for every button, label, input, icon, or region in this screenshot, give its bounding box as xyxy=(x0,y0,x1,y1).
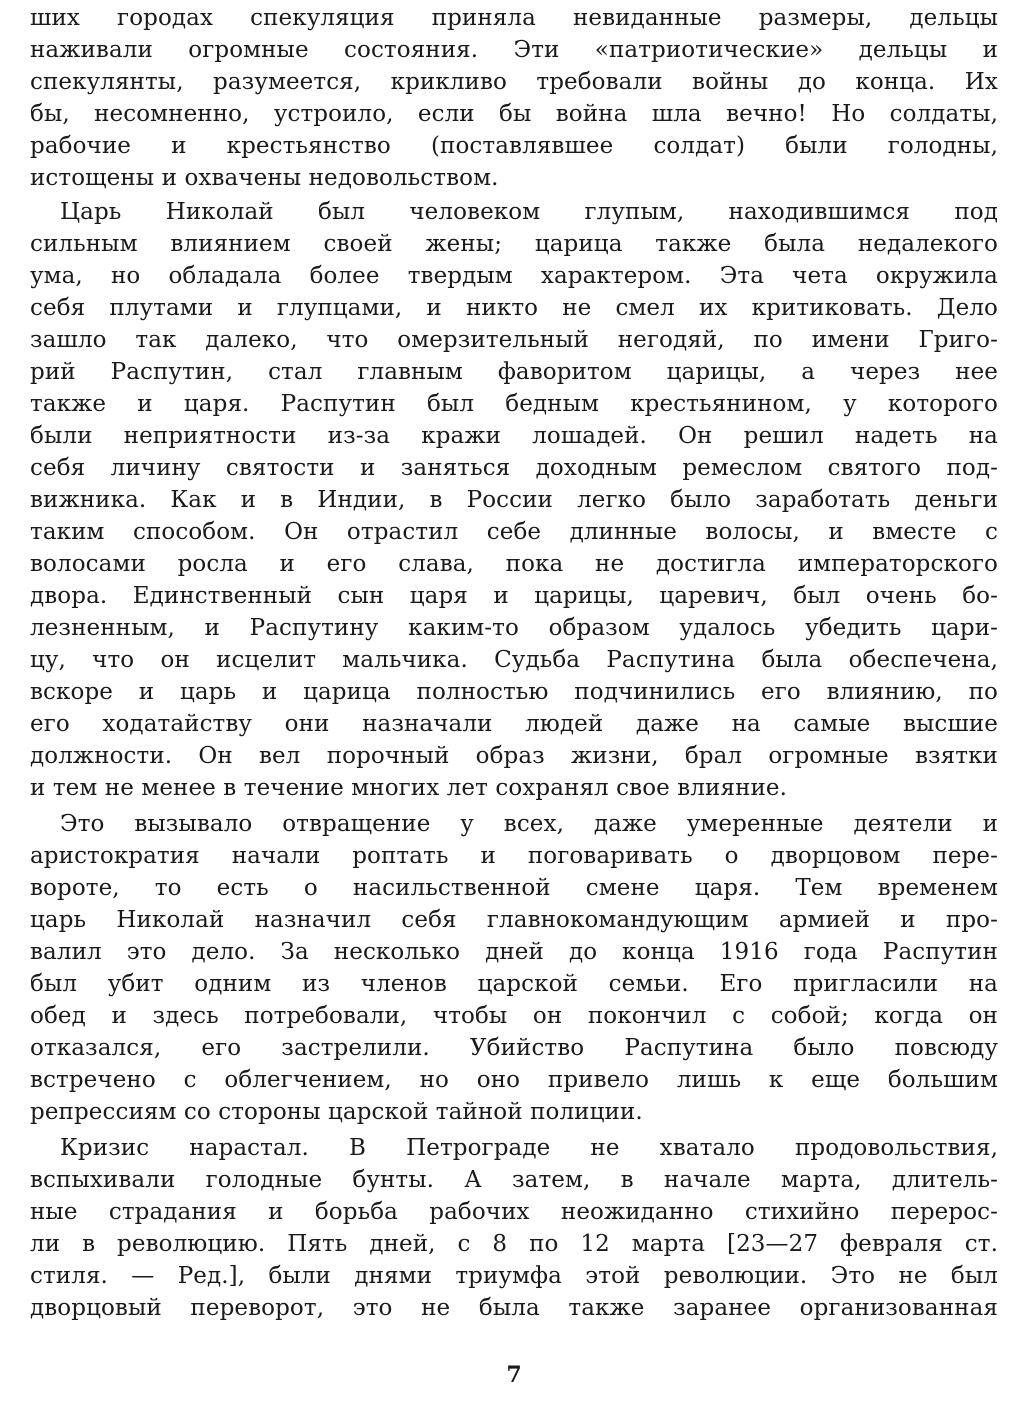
text-line: и тем не менее в течение многих лет сохранял свое влияние. xyxy=(30,775,788,801)
text-line: дворцовый переворот, это не была также заранее организованная xyxy=(30,1295,998,1321)
text-line: ные страдания и борьба рабочих неожиданно стихийно перерос- xyxy=(30,1199,998,1225)
document-page xyxy=(30,2,998,1402)
text-line: его ходатайству они назначали людей даже на самые высшие xyxy=(30,711,998,737)
text-line: ших городах спекуляция приняла невиданные размеры, дельцы xyxy=(30,5,998,31)
text-line: спекулянты, разумеется, крикливо требовали войны до конца. Их xyxy=(30,69,998,95)
page-number: 7 xyxy=(506,1362,522,1388)
text-line: рабочие и крестьянство (поставлявшее солдат) были голодны, xyxy=(30,133,998,159)
text-line: себя плутами и глупцами, и никто не смел их критиковать. Дело xyxy=(30,295,998,321)
text-line: встречено с облегчением, но оно привело лишь к еще большим xyxy=(30,1067,998,1093)
text-line: аристократия начали роптать и поговаривать о дворцовом пере- xyxy=(30,843,998,869)
text-line: также и царя. Распутин был бедным крестьянином, у которого xyxy=(30,391,998,417)
text-line: бы, несомненно, устроило, если бы война шла вечно! Но солдаты, xyxy=(30,101,998,127)
text-line: лезненным, и Распутину каким-то образом удалось убедить цари- xyxy=(30,615,998,641)
text-line: вспыхивали голодные бунты. А затем, в начале марта, длитель- xyxy=(30,1167,998,1193)
text-line: ли в революцию. Пять дней, с 8 по 12 марта [23—27 февраля ст. xyxy=(30,1231,998,1257)
text-line: Царь Николай был человеком глупым, находившимся под xyxy=(60,199,998,225)
text-line: цу, что он исцелит мальчика. Судьба Распутина была обеспечена, xyxy=(30,647,998,673)
text-line: отказался, его застрелили. Убийство Распутина было повсюду xyxy=(30,1035,998,1061)
text-line: вороте, то есть о насильственной смене царя. Тем временем xyxy=(30,875,998,901)
text-line: вижника. Как и в Индии, в России легко было заработать деньги xyxy=(30,487,998,513)
text-line: Это вызывало отвращение у всех, даже умеренные деятели и xyxy=(60,811,998,837)
text-line: себя личину святости и заняться доходным ремеслом святого под- xyxy=(30,455,998,481)
text-line: сильным влиянием своей жены; царица также была недалекого xyxy=(30,231,998,257)
text-line: Кризис нарастал. В Петрограде не хватало продовольствия, xyxy=(60,1135,998,1161)
text-line: был убит одним из членов царской семьи. Его пригласили на xyxy=(30,971,998,997)
text-line: обед и здесь потребовали, чтобы он покончил с собой; когда он xyxy=(30,1003,998,1029)
text-line: рий Распутин, стал главным фаворитом царицы, а через нее xyxy=(30,359,998,385)
text-line: валил это дело. За несколько дней до конца 1916 года Распутин xyxy=(30,939,998,965)
text-line: таким способом. Он отрастил себе длинные волосы, и вместе с xyxy=(30,519,998,545)
text-line: вскоре и царь и царица полностью подчинились его влиянию, по xyxy=(30,679,998,705)
text-line: наживали огромные состояния. Эти «патриотические» дельцы и xyxy=(30,37,998,63)
text-line: ума, но обладала более твердым характером. Эта чета окружила xyxy=(30,263,998,289)
text-line: были неприятности из-за кражи лошадей. Он решил надеть на xyxy=(30,423,998,449)
text-line: зашло так далеко, что омерзительный негодяй, по имени Григо- xyxy=(30,327,998,353)
text-line: стиля. — Ред.], были днями триумфа этой революции. Это не был xyxy=(30,1263,998,1289)
text-line: волосами росла и его слава, пока не достигла императорского xyxy=(30,551,998,577)
text-line: царь Николай назначил себя главнокомандующим армией и про- xyxy=(30,907,998,933)
text-line: двора. Единственный сын царя и царицы, царевич, был очень бо- xyxy=(30,583,998,609)
text-line: должности. Он вел порочный образ жизни, брал огромные взятки xyxy=(30,743,998,769)
text-line: истощены и охвачены недовольством. xyxy=(30,165,499,191)
text-line: репрессиям со стороны царской тайной полиции. xyxy=(30,1099,643,1125)
